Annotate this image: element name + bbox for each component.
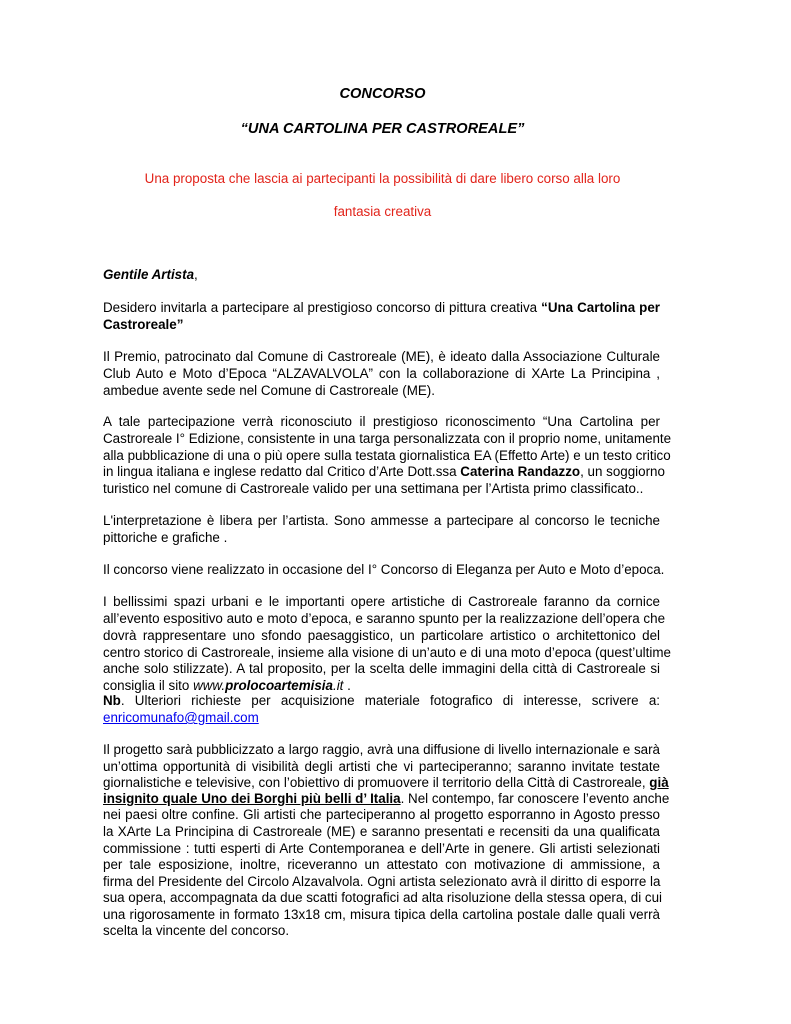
critic-name: Caterina Randazzo: [460, 464, 581, 479]
paragraph-project-line: Il progetto sarà pubblicizzato a largo raggio, avrà una diffusione di livello internazionale e sarà: [103, 742, 660, 757]
paragraph-invite-line: [103, 299, 660, 316]
greeting-name: Gentile Artista: [103, 267, 195, 282]
borghi-highlight: già: [649, 775, 669, 790]
paragraph-award-line: Castroreale I° Edizione, consistente in una targa personalizzata con il proprio nome, unitamente: [103, 431, 672, 446]
paragraph-award-line: [103, 463, 665, 480]
paragraph-premio-line: Club Auto e Moto d’Epoca “ALZAVALVOLA” con la collaborazione di XArte La Principina ,: [103, 366, 660, 381]
paragraph-project-line: scelta la vincente del concorso.: [103, 923, 290, 938]
tagline-line-2: fantasia creativa: [333, 204, 432, 219]
award-text: in lingua italiana e inglese redatto dal Critico d’Arte Dott.ssa: [103, 464, 461, 479]
tagline-line-1: Una proposta che lascia ai partecipanti la possibilità di dare libero corso alla loro: [144, 171, 621, 186]
paragraph-project-line: commissione : tutti esperti di Arte Contemporanea e dell’Arte in genere. Gli artisti selezionati: [103, 841, 660, 856]
site-link[interactable]: www.prolocoartemisia.it: [193, 678, 344, 693]
paragraph-spaces-line: anche solo stilizzate). A tal proposito, per la scelta delle immagini della città di Castroreale si: [103, 661, 660, 676]
paragraph-spaces-line: dovrà rappresentare uno sfondo paesaggistico, un particolare artistico o architettonico del: [103, 628, 660, 643]
paragraph-project-line: [103, 774, 669, 791]
paragraph-project-line: sua opera, accompagnata da due scatti fotografici ad alta risoluzione della stessa opera, di cui: [103, 890, 663, 905]
paragraph-occasion-line: Il concorso viene realizzato in occasione del I° Concorso di Eleganza per Auto e Moto d’epoca.: [103, 562, 665, 577]
page-subtitle: “UNA CARTOLINA PER CASTROREALE”: [240, 121, 525, 137]
email-link[interactable]: enricomunafo@gmail.com: [103, 710, 259, 725]
contest-name-cont: Castroreale”: [103, 317, 184, 332]
paragraph-spaces-line: I bellissimi spazi urbani e le importanti opere artistiche di Castroreale faranno da cornice: [103, 594, 660, 609]
paragraph-invite-line: [103, 316, 660, 333]
paragraph-project-line: firma del Presidente del Circolo Alzavalvola. Ogni artista selezionato avrà il diritto di esporre la: [103, 874, 661, 889]
paragraph-project-line: per tale esposizione, inoltre, riceveranno un attestato con motivazione di ammissione, a: [103, 857, 660, 872]
nb-email-line: [103, 709, 660, 726]
paragraph-award-line: alla pubblicazione di una o più opere sulla testata giornalistica EA (Effetto Arte) e un testo critico: [103, 448, 671, 463]
paragraph-project-line: nei paesi oltre confine. Gli artisti che parteciperanno al progetto esporranno in Agosto presso: [103, 807, 660, 822]
paragraph-project-line: un’ottima opportunità di visibilità degli artisti che vi parteciperanno; saranno invitate testate: [103, 759, 660, 774]
paragraph-project-line: una rigorosamente in formato 13x18 cm, misura tipica della cartolina postale dalle quali verrà: [103, 907, 660, 922]
nb-text: . Ulteriori richieste per acquisizione materiale fotografico di interesse, scrivere a:: [120, 693, 660, 708]
paragraph-award-line: A tale partecipazione verrà riconosciuto il prestigioso riconoscimento “Una Cartolina per: [103, 414, 660, 429]
contest-name: “Una Cartolina per: [541, 300, 660, 315]
site-text: consiglia il sito: [103, 678, 194, 693]
paragraph-premio-line: ambedue avente sede nel Comune di Castroreale (ME).: [103, 383, 435, 398]
page-title: CONCORSO: [339, 86, 426, 102]
paragraph-spaces-line: all’evento espositivo auto e moto d’epoca, e saranno spunto per la realizzazione dell’opera che: [103, 611, 666, 626]
paragraph-award-line: turistico nel comune di Castroreale valido per una settimana per l’Artista primo classificato..: [103, 481, 644, 496]
paragraph-spaces-line: consiglia il sito www.prolocoartemisia.it .: [103, 678, 351, 693]
greeting-punct: ,: [194, 267, 198, 282]
paragraph-techniques-line: L'interpretazione è libera per l’artista. Sono ammesse a partecipare al concorso le tecniche: [103, 513, 660, 528]
project-text: giornalistiche e televisive, con l’obiettivo di promuovere il territorio della Città di Castroreale,: [103, 775, 650, 790]
paragraph-premio-line: Il Premio, patrocinato dal Comune di Castroreale (ME), è ideato dalla Associazione Culturale: [103, 349, 660, 364]
nb-line: [103, 692, 660, 709]
borghi-highlight: insignito quale Uno dei Borghi più belli d’ Italia: [103, 791, 401, 806]
greeting: [103, 266, 660, 283]
invite-text: Desidero invitarla a partecipare al prestigioso concorso di pittura creativa: [103, 300, 538, 315]
paragraph-project-line: [103, 790, 670, 807]
project-text: . Nel contempo, far conoscere l’evento anche: [400, 791, 670, 806]
paragraph-techniques-line: pittoriche e grafiche .: [103, 530, 228, 545]
paragraph-spaces-line: centro storico di Castroreale, insieme alla visione di un’auto e di una moto d’epoca (quest’ultime: [103, 645, 671, 660]
award-text: , un soggiorno: [580, 464, 665, 479]
paragraph-project-line: la XArte La Principina di Castroreale (ME) e saranno presentati e recensiti da una qualificata: [103, 824, 660, 839]
nb-label: Nb: [103, 693, 121, 708]
